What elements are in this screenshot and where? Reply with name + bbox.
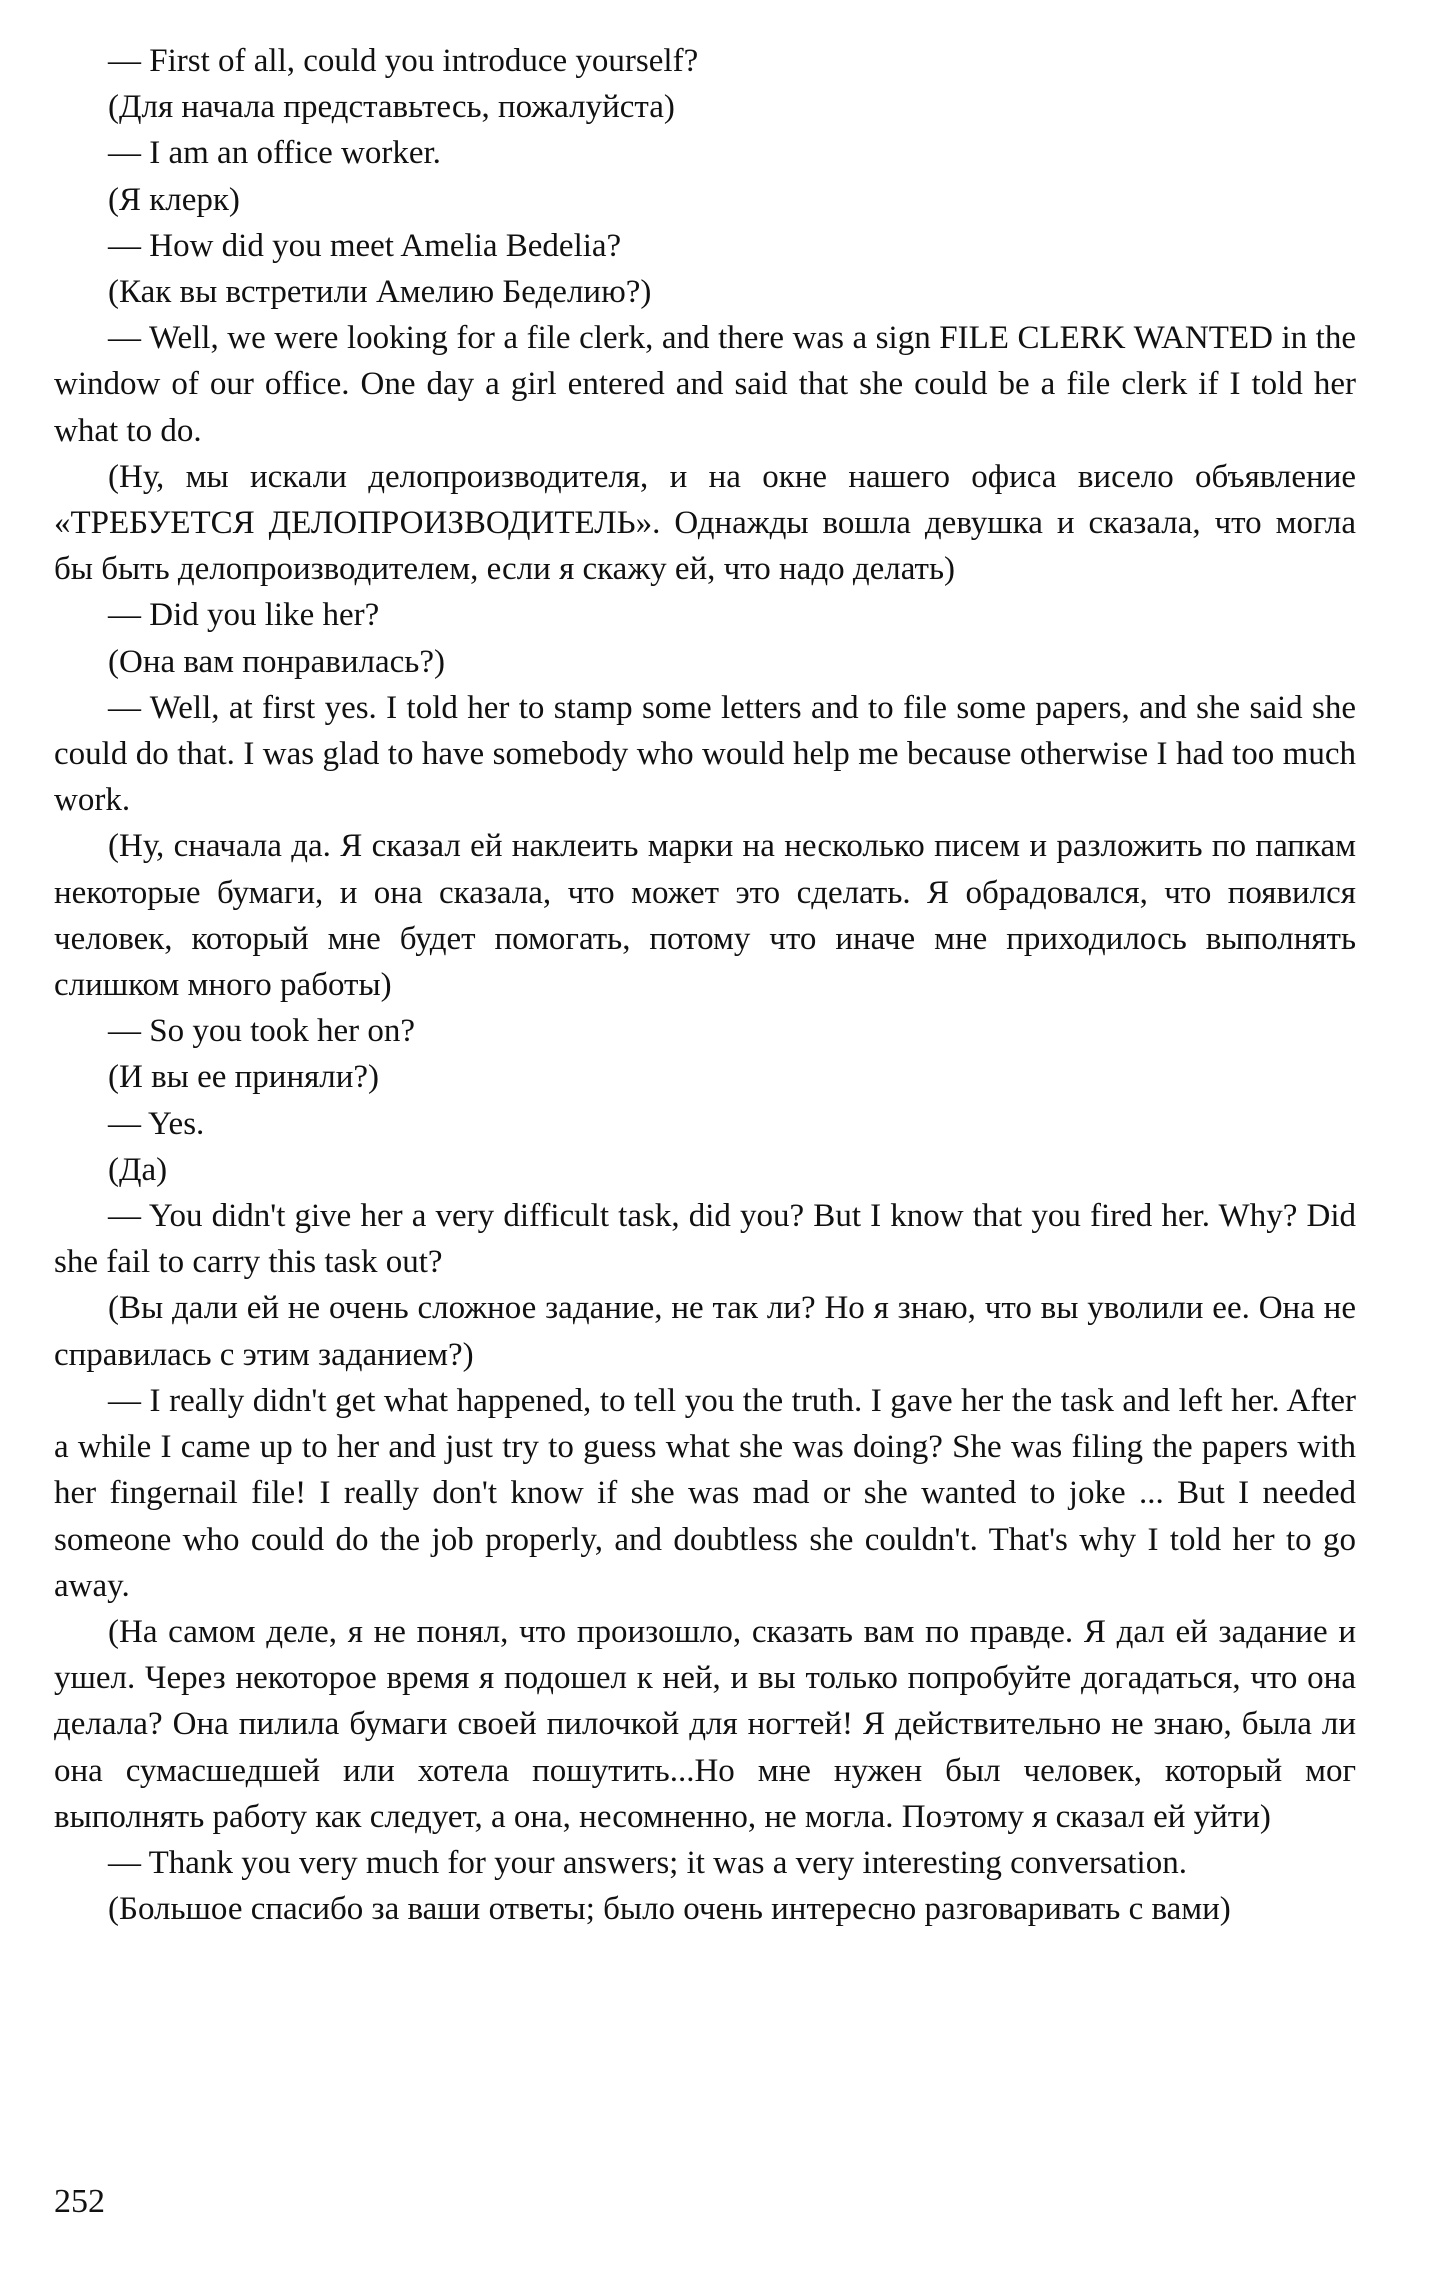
page-body: [54, 38, 1356, 1932]
interview-question: — How did you meet Amelia Bedelia?: [108, 227, 622, 264]
interview-answer: — Well, at first yes. I told her to stamp some letters and to file some papers, and she said she could do that. I was glad to have somebody who would help me because otherwise I had too much work.: [54, 689, 1356, 819]
interview-question: — Did you like her?: [108, 597, 380, 634]
interview-question: — First of all, could you introduce yourself?: [108, 43, 699, 79]
russian-translation: (Я клерк): [108, 181, 240, 218]
russian-translation: (Да): [108, 1151, 168, 1188]
russian-translation: (Вы дали ей не очень сложное задание, не так ли? Но я знаю, что вы уволили ее. Она не справилась с этим заданием?): [54, 1290, 1356, 1373]
russian-translation: (Как вы встретили Амелию Беделию?): [108, 274, 652, 311]
interview-answer: — I really didn't get what happened, to tell you the truth. I gave her the task and left her. After a while I came up to her and just try to guess what she was doing? She was filing the papers with her fingernail file! I really don't know if she was mad or she wanted to joke ... But I needed someone who could do the job properly, and doubtless she couldn't. That's why I told her to go away.: [54, 1382, 1356, 1604]
interview-answer: — Yes.: [108, 1105, 205, 1142]
interview-question: — You didn't give her a very difficult task, did you? But I know that you fired her. Why? Did she fail to carry this task out?: [54, 1198, 1356, 1281]
interview-question: — So you took her on?: [108, 1013, 416, 1050]
russian-translation: (И вы ее приняли?): [108, 1059, 380, 1096]
russian-translation: (Она вам понравилась?): [108, 643, 445, 680]
russian-translation: (Для начала представьтесь, пожалуйста): [108, 89, 675, 126]
interview-answer: — I am an office worker.: [108, 135, 441, 172]
russian-translation: (Ну, сначала да. Я сказал ей наклеить марки на несколько писем и разложить по папкам некоторые бумаги, и она сказала, что может это сделать. Я обрадовался, что появился человек, который мне будет помогать, потому что иначе мне приходилось выполнять слишком много работы): [54, 828, 1356, 1004]
russian-translation: (Ну, мы искали делопроизводителя, и на окне нашего офиса висело объявление «ТРЕБУЕТСЯ ДЕЛОПРОИЗВОДИТЕЛЬ». Однажды вошла девушка и сказала, что могла бы быть делопроизводителем, если я скажу ей, что надо делать): [54, 458, 1356, 588]
russian-translation: (На самом деле, я не понял, что произошло, сказать вам по правде. Я дал ей задание и ушел. Через некоторое время я подошел к ней, и вы только попробуйте догадаться, что она делала? Она пилила бумаги своей пилочкой для ногтей! Я действительно не знаю, была ли она сумасшедшей или хотела пошутить...Но мне нужен был человек, который мог выполнять работу как следует, а она, несомненно, не могла. Поэтому я сказал ей уйти): [54, 1613, 1356, 1835]
interview-answer: — Well, we were looking for a file clerk, and there was a sign FILE CLERK WANTED in the window of our office. One day a girl entered and said that she could be a file clerk if I told her what to do.: [54, 320, 1356, 449]
page-number: 252: [54, 2183, 105, 2220]
interview-closing: — Thank you very much for your answers; it was a very interesting conversation.: [108, 1844, 1187, 1881]
russian-translation: (Большое спасибо за ваши ответы; было очень интересно разговаривать с вами): [108, 1891, 1231, 1928]
